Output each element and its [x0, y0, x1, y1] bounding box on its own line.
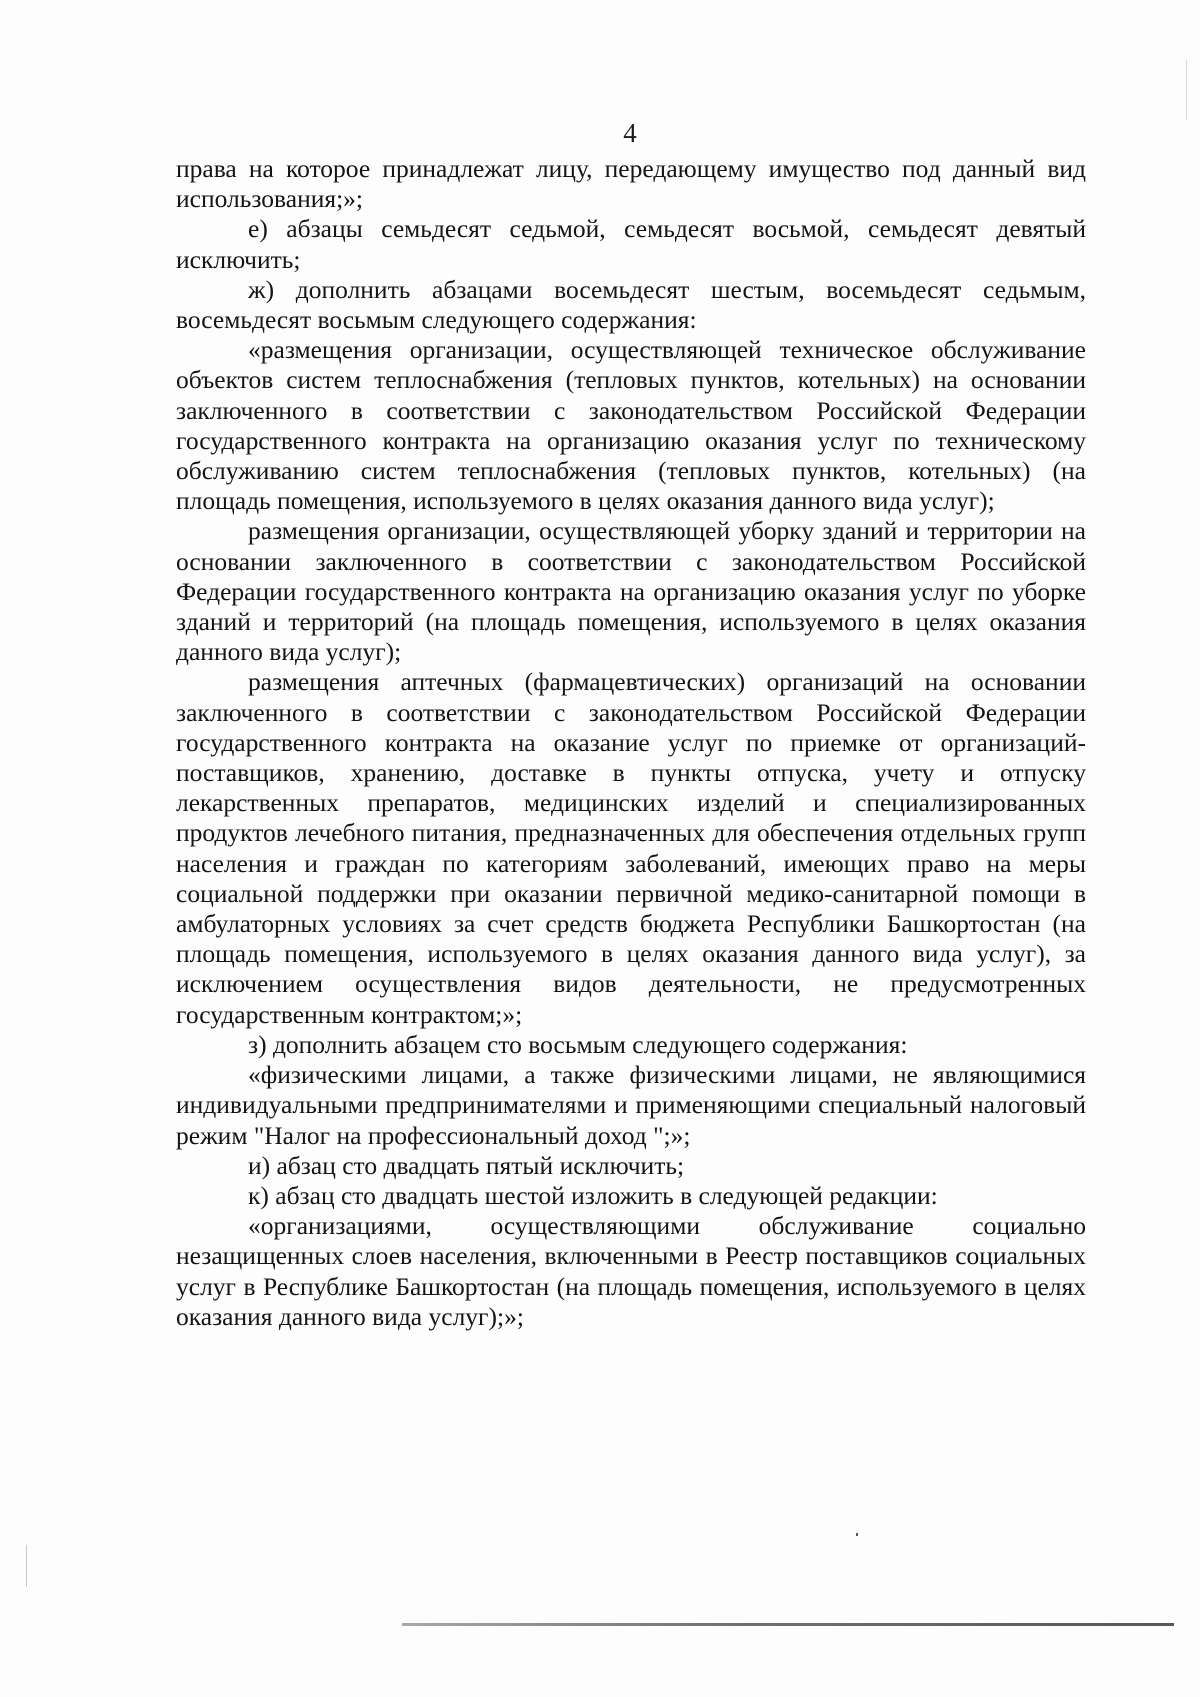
paragraph-heat-supply-maintenance: «размещения организации, осуществляющей техническое обслуживание объектов систем теплоснабжения (тепловых пунктов, котельных) на основании заключенного в соответствии с законодательством Российской Федерации государственного контракта на организацию оказания услуг по техническому обслуживанию систем теплоснабжения (тепловых пунктов, котельных) (на площадь помещения, используемого в целях оказания данного вида услуг); — [176, 335, 1086, 516]
scan-artifact-dot — [856, 1533, 858, 1536]
paragraph-pharmacy-organizations: размещения аптечных (фармацевтических) организаций на основании заключенного в соответствии с законодательством Российской Федерации государственного контракта на оказание услуг по приемке от организаций-поставщиков, хранению, доставке в пункты отпуска, учету и отпуску лекарственных препаратов, медицинских изделий и специализированных продуктов лечебного питания, предназначенных для обеспечения отдельных групп населения и граждан по категориям заболеваний, имеющих право на меры социальной поддержки при оказании первичной медико-санитарной помощи в амбулаторных условиях за счет средств бюджета Республики Башкортостан (на площадь помещения, используемого в целях оказания данного вида услуг), за исключением осуществления видов деятельности, не предусмотренных государственным контрактом;»; — [176, 667, 1086, 1029]
page-number: 4 — [623, 118, 637, 148]
paragraph-item-zh: ж) дополнить абзацами восемьдесят шестым, восемьдесят седьмым, восемьдесят восьмым следующего содержания: — [176, 274, 1086, 335]
paragraph-item-i: и) абзац сто двадцать пятый исключить; — [248, 1150, 685, 1180]
paragraph-individuals: «физическими лицами, а также физическими лицами, не являющимися индивидуальными предпринимателями и применяющими специальный налоговый режим "Налог на профессиональный доход ";»; — [176, 1060, 1086, 1150]
document-body — [176, 154, 1086, 1332]
scan-artifact-left-edge — [26, 1545, 27, 1587]
paragraph-item-z: з) дополнить абзацем сто восьмым следующего содержания: — [248, 1029, 908, 1059]
paragraph-item-k: к) абзац сто двадцать шестой изложить в следующей редакции: — [248, 1180, 938, 1210]
scan-artifact-right-edge — [1186, 60, 1187, 120]
paragraph-cleaning-organization: размещения организации, осуществляющей уборку зданий и территории на основании заключенного в соответствии с законодательством Российской Федерации государственного контракта на организацию оказания услуг по уборке зданий и территорий (на площадь помещения, используемого в целях оказания данного вида услуг); — [176, 516, 1086, 667]
paragraph-item-e: е) абзацы семьдесят седьмой, семьдесят восьмой, семьдесят девятый исключить; — [176, 214, 1086, 274]
paragraph-continuation: права на которое принадлежат лицу, передающему имущество под данный вид использования;»; — [176, 154, 1086, 214]
scan-artifact-bottom-line — [402, 1623, 1174, 1626]
paragraph-social-services: «организациями, осуществляющими обслуживание социально незащищенных слоев населения, включенными в Реестр поставщиков социальных услуг в Республике Башкортостан (на площадь помещения, используемого в целях оказания данного вида услуг);»; — [176, 1211, 1086, 1331]
